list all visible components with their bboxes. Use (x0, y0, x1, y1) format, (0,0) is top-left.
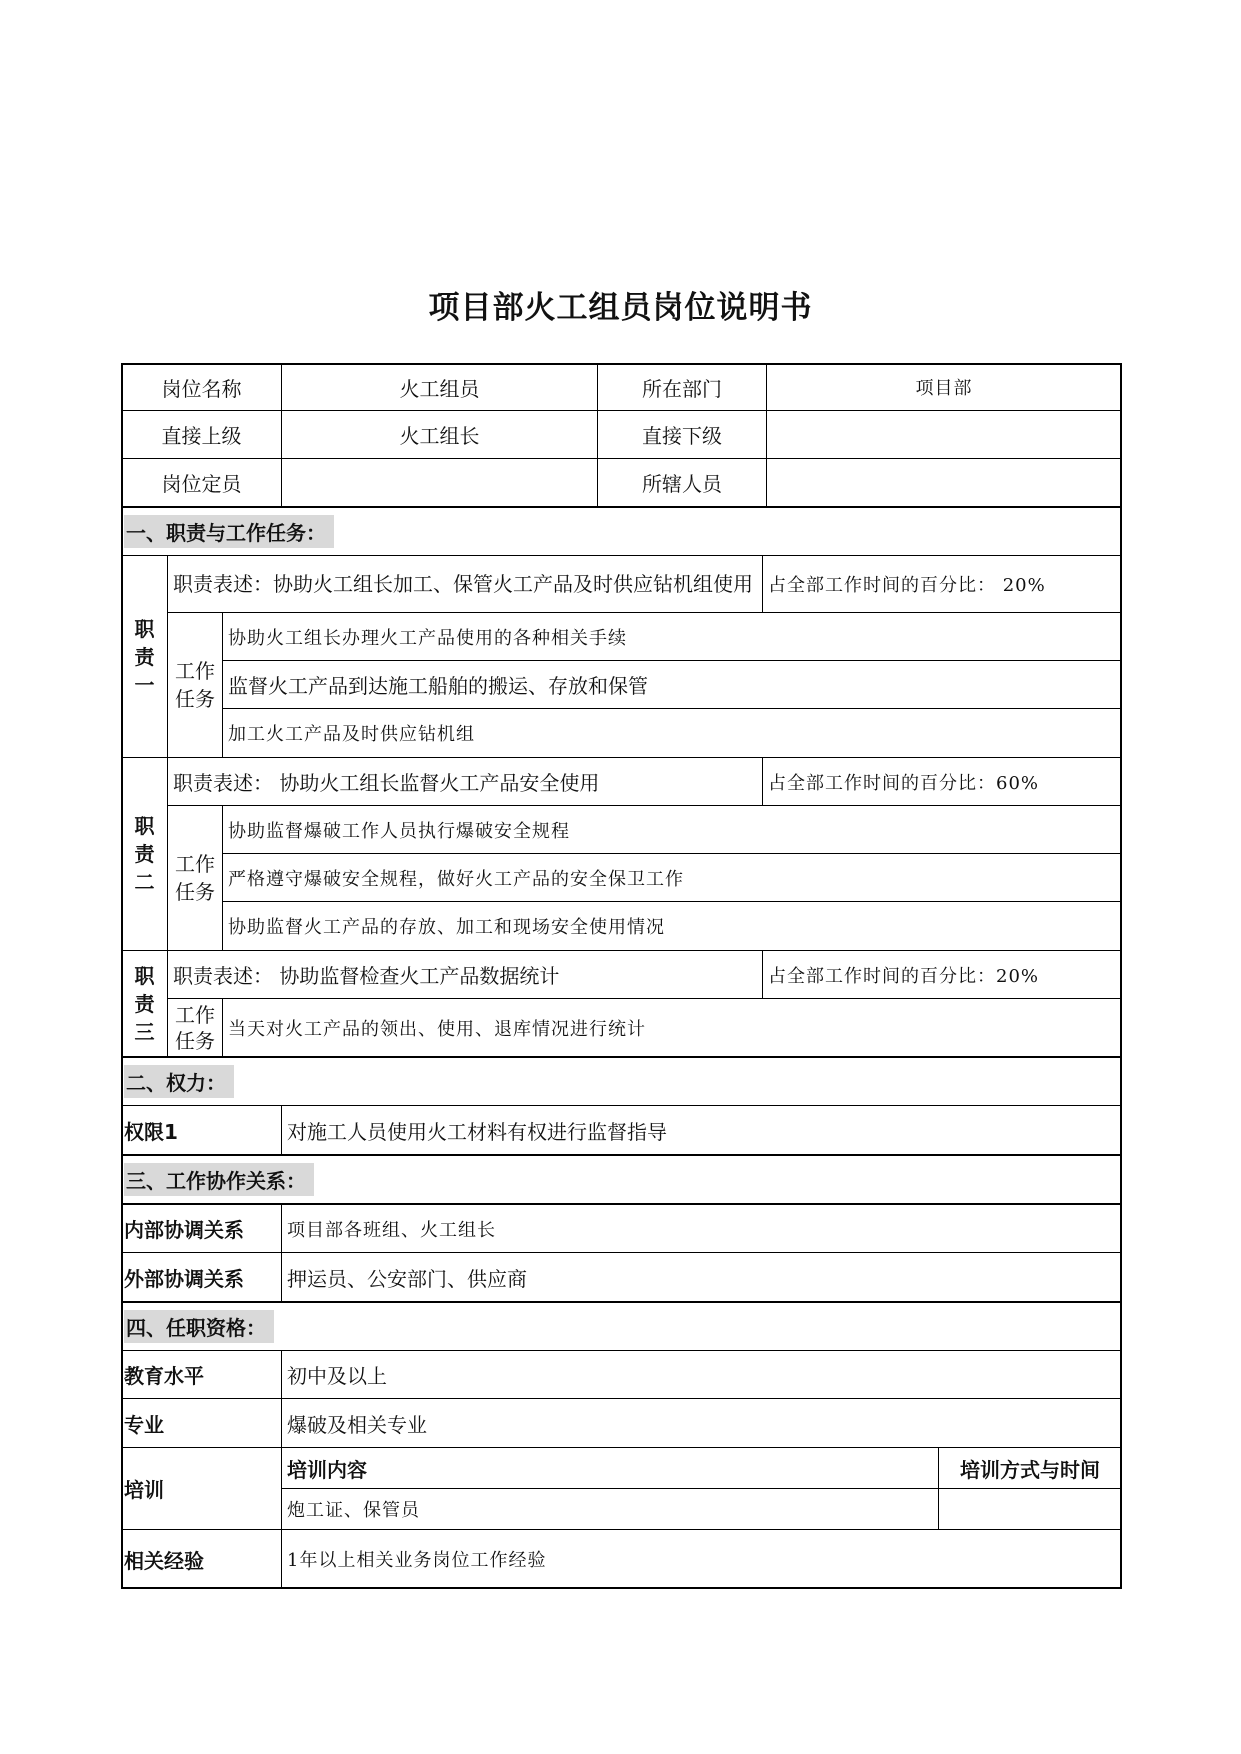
post-name-label: 岗位名称 (121, 363, 282, 411)
training-label: 培训 (121, 1447, 282, 1530)
section-2-heading (121, 1056, 1122, 1106)
duty-1-task: 协助火工组长办理火工产品使用的各种相关手续 (222, 612, 1122, 661)
post-name-value: 火工组员 (281, 363, 598, 411)
training-content-value: 炮工证、保管员 (281, 1488, 939, 1530)
task-label-line: 任务 (175, 687, 215, 711)
duty-3-task: 当天对火工产品的领出、使用、退库情况进行统计 (222, 998, 1122, 1057)
duty-2-label (121, 757, 168, 951)
duty-1-task: 加工火工产品及时供应钻机组 (222, 708, 1122, 758)
duty-2-label-char: 二 (134, 870, 155, 894)
quota-value (281, 458, 598, 507)
duty-1-label-char: 职 (134, 616, 155, 641)
external-relations-value: 押运员、公安部门、供应商 (281, 1252, 1122, 1302)
subordinate-value (766, 410, 1122, 459)
duty-2-task-label (167, 805, 223, 951)
section-3-title: 三、工作协作关系： (124, 1163, 314, 1196)
authority-label: 权限1 (121, 1105, 282, 1155)
duty-2-description: 职责表述： 协助火工组长监督火工产品安全使用 (167, 757, 763, 806)
duty-2-task: 严格遵守爆破安全规程，做好火工产品的安全保卫工作 (222, 853, 1122, 902)
section-1-heading (121, 506, 1122, 556)
task-label-line: 任务 (175, 1028, 215, 1053)
duty-2-label-char: 职 (134, 814, 155, 838)
authority-value: 对施工人员使用火工材料有权进行监督指导 (281, 1105, 1122, 1155)
subordinate-label: 直接下级 (597, 410, 767, 459)
duty-3-label (121, 950, 168, 1057)
major-value: 爆破及相关专业 (281, 1398, 1122, 1448)
training-method-value (938, 1488, 1122, 1530)
section-1-title: 一、职责与工作任务： (124, 515, 334, 548)
experience-label: 相关经验 (121, 1529, 282, 1589)
duty-2-label-char: 责 (134, 842, 155, 866)
section-4-heading (121, 1301, 1122, 1351)
duty-3-label-char: 职 (134, 963, 155, 988)
duty-3-task-label (167, 998, 223, 1057)
duty-3-label-char: 三 (134, 1019, 155, 1044)
training-method-header: 培训方式与时间 (938, 1447, 1122, 1489)
task-label-line: 工作 (175, 659, 215, 683)
section-2-title: 二、权力： (124, 1065, 234, 1098)
duty-1-task-label (167, 612, 223, 758)
staff-label: 所辖人员 (597, 458, 767, 507)
duty-3-description: 职责表述： 协助监督检查火工产品数据统计 (167, 950, 763, 999)
superior-label: 直接上级 (121, 410, 282, 459)
external-relations-label: 外部协调关系 (121, 1252, 282, 1302)
dept-label: 所在部门 (597, 363, 767, 411)
task-label-line: 工作 (175, 1002, 215, 1027)
major-label: 专业 (121, 1398, 282, 1448)
duty-2-task: 协助监督爆破工作人员执行爆破安全规程 (222, 805, 1122, 854)
section-4-title: 四、任职资格： (124, 1310, 274, 1343)
section-3-heading (121, 1154, 1122, 1204)
staff-value (766, 458, 1122, 507)
duty-3-percentage: 占全部工作时间的百分比：20% (762, 950, 1122, 999)
training-content-header: 培训内容 (281, 1447, 939, 1489)
duty-1-label-char: 责 (134, 644, 155, 669)
internal-relations-label: 内部协调关系 (121, 1203, 282, 1253)
page-title: 项目部火工组员岗位说明书 (428, 290, 813, 326)
task-label-line: 任务 (175, 880, 215, 904)
internal-relations-value: 项目部各班组、火工组长 (281, 1203, 1122, 1253)
duty-2-task: 协助监督火工产品的存放、加工和现场安全使用情况 (222, 901, 1122, 951)
duty-1-task: 监督火工产品到达施工船舶的搬运、存放和保管 (222, 660, 1122, 709)
dept-value: 项目部 (766, 363, 1122, 411)
education-label: 教育水平 (121, 1350, 282, 1399)
duty-1-label-char: 一 (134, 672, 155, 697)
duty-1-percentage: 占全部工作时间的百分比： 20% (762, 555, 1122, 613)
superior-value: 火工组长 (281, 410, 598, 459)
quota-label: 岗位定员 (121, 458, 282, 507)
duty-1-label (121, 555, 168, 758)
duty-2-percentage: 占全部工作时间的百分比：60% (762, 757, 1122, 806)
duty-1-description: 职责表述：协助火工组长加工、保管火工产品及时供应钻机组使用 (167, 555, 763, 613)
duty-3-label-char: 责 (134, 991, 155, 1016)
education-value: 初中及以上 (281, 1350, 1122, 1399)
task-label-line: 工作 (175, 852, 215, 876)
experience-value: 1年以上相关业务岗位工作经验 (281, 1529, 1122, 1589)
